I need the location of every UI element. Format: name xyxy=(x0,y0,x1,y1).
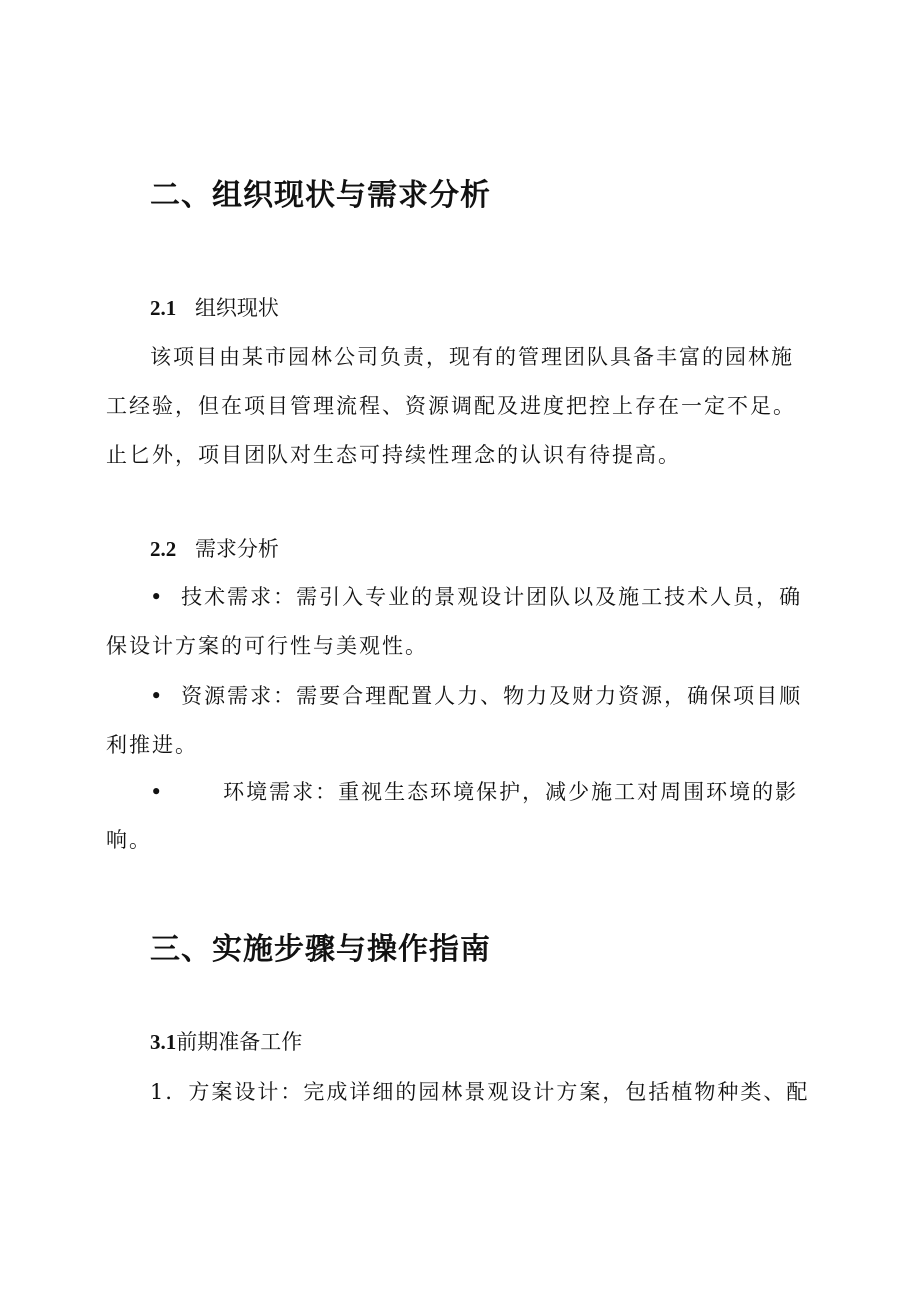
subsection-number: 2.2 xyxy=(150,537,177,561)
list-item-text: 技术需求：需引入专业的景观设计团队以及施工技术人员，确 xyxy=(181,585,803,609)
list-item-continuation: 保设计方案的可行性与美观性。 xyxy=(106,634,428,658)
section-2-heading: 二、组织现状与需求分析 xyxy=(150,178,491,213)
subsection-title: 需求分析 xyxy=(194,537,279,561)
paragraph-line: 该项目由某市园林公司负责，现有的管理团队具备丰富的园林施 xyxy=(150,345,794,369)
subsection-number: 2.1 xyxy=(150,296,177,320)
list-item xyxy=(150,680,802,710)
subsection-number: 3.1 xyxy=(150,1030,177,1054)
subsection-3-1-heading xyxy=(150,1026,302,1056)
list-item xyxy=(150,581,802,611)
paragraph-line: 1．方案设计：完成详细的园林景观设计方案，包括植物种类、配 xyxy=(150,1080,810,1104)
subsection-2-1-heading xyxy=(150,292,279,322)
bullet-icon: • xyxy=(150,585,165,609)
section-3-heading: 三、实施步骤与操作指南 xyxy=(150,932,491,967)
paragraph-line: 止匕外，项目团队对生态可持续性理念的认识有待提高。 xyxy=(106,443,681,467)
subsection-2-2-heading xyxy=(150,533,279,563)
subsection-title: 前期准备工作 xyxy=(176,1030,303,1054)
list-item xyxy=(150,776,798,806)
list-item-continuation: 响。 xyxy=(106,828,152,852)
paragraph-line: 工经验，但在项目管理流程、资源调配及进度把控上存在一定不足。 xyxy=(106,394,796,418)
list-item-text: 环境需求：重视生态环境保护，减少施工对周围环境的影 xyxy=(223,780,799,804)
list-item-text: 资源需求：需要合理配置人力、物力及财力资源，确保项目顺 xyxy=(181,684,803,708)
list-item-continuation: 利推进。 xyxy=(106,733,198,757)
subsection-title: 组织现状 xyxy=(194,296,279,320)
bullet-icon: • xyxy=(150,684,165,708)
bullet-icon: • xyxy=(150,780,165,804)
